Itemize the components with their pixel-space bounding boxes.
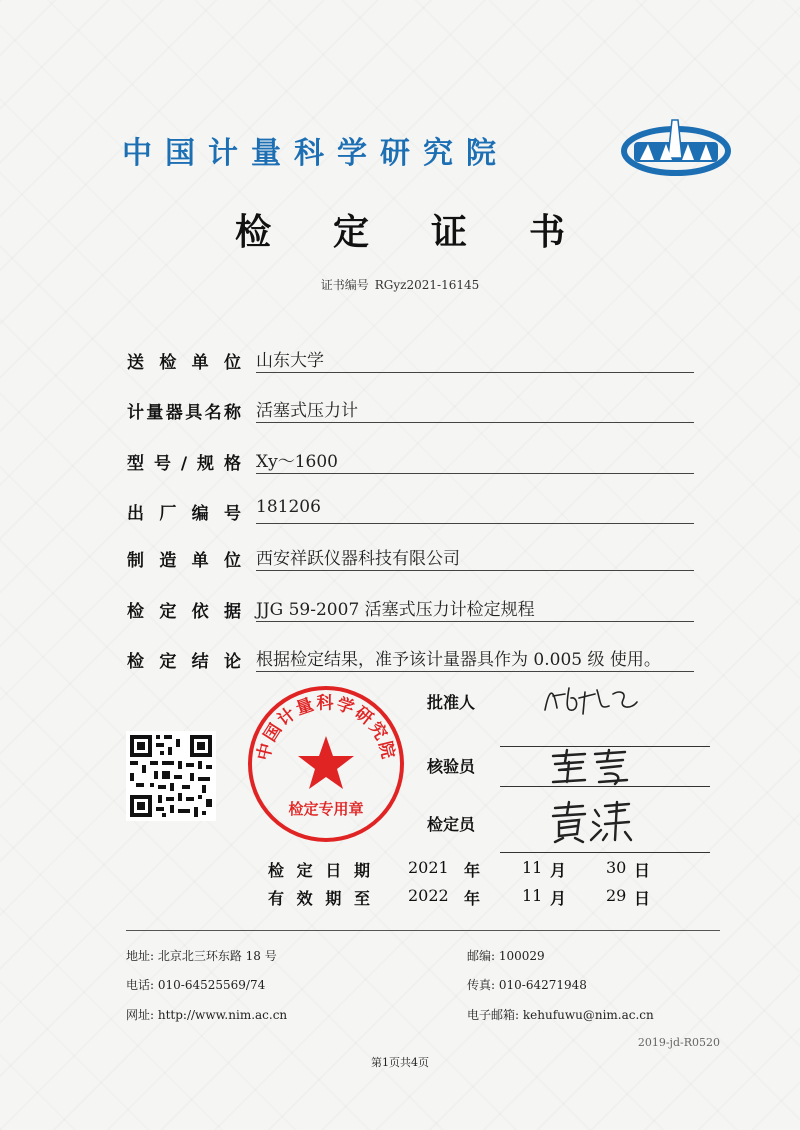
handwritten-signature-icon	[545, 746, 635, 788]
issue-year: 2021	[408, 858, 449, 877]
institute-name: 中国计量科学研究院	[122, 136, 509, 171]
field-label: 检定结论	[127, 652, 241, 672]
field-value: Xy～1600	[256, 447, 694, 474]
field-label: 送检单位	[127, 353, 241, 373]
field-label: 检定依据	[127, 602, 241, 622]
valid-date-label: 有效期至	[268, 889, 370, 908]
month-unit: 月	[550, 889, 567, 908]
valid-day: 29	[606, 886, 627, 905]
signature-line	[500, 786, 710, 787]
footer-phone: 电话: 010-64525569/74	[126, 978, 266, 992]
footer-divider	[126, 930, 720, 931]
day-unit: 日	[634, 861, 651, 880]
field-row-conclusion	[127, 643, 694, 673]
field-label: 计量器具名称	[127, 403, 241, 423]
field-value: 181206	[256, 497, 694, 524]
signature-line	[500, 852, 710, 853]
valid-month: 11	[522, 886, 543, 905]
year-unit: 年	[464, 861, 481, 880]
field-value: 山东大学	[256, 346, 694, 373]
field-value: 根据检定结果，准予该计量器具作为 0.005 级 使用。	[256, 645, 694, 672]
year-unit: 年	[464, 889, 481, 908]
field-row-client	[127, 344, 694, 374]
issue-month: 11	[522, 858, 543, 877]
field-row-serial	[127, 495, 694, 525]
footer-website[interactable]: 网址: http://www.nim.ac.cn	[126, 1008, 288, 1022]
form-code: 2019-jd-R0520	[637, 1036, 720, 1049]
handwritten-signature-icon	[545, 800, 635, 844]
footer-postcode: 邮编: 100029	[467, 949, 545, 963]
signature-label: 检定员	[427, 815, 476, 834]
official-seal-icon	[246, 684, 406, 844]
field-value: 西安祥跃仪器科技有限公司	[256, 544, 694, 571]
field-value: 活塞式压力计	[256, 396, 694, 423]
nim-logo-icon	[620, 118, 732, 176]
certificate-number	[0, 276, 800, 293]
field-row-basis	[127, 593, 694, 623]
page-number: 第1页共4页	[371, 1056, 429, 1069]
footer-fax: 传真: 010-64271948	[467, 978, 587, 992]
day-unit: 日	[634, 889, 651, 908]
valid-year: 2022	[408, 886, 449, 905]
issue-day: 30	[606, 858, 627, 877]
field-row-manufacturer	[127, 542, 694, 572]
handwritten-signature-icon	[539, 680, 649, 720]
field-label: 出厂编号	[127, 504, 241, 524]
svg-text:检定专用章: 检定专用章	[288, 800, 364, 818]
field-row-model	[127, 445, 694, 475]
field-label: 制造单位	[127, 551, 241, 571]
field-label: 型号/规格	[127, 454, 241, 474]
qr-code-icon[interactable]	[126, 731, 216, 821]
certificate-title: 检定证书	[234, 212, 627, 253]
footer-address: 地址: 北京北三环东路 18 号	[126, 949, 277, 963]
cert-no-label: 证书编号	[320, 278, 369, 292]
issue-date-label: 检定日期	[268, 861, 370, 880]
signature-label: 核验员	[427, 757, 476, 776]
svg-text:中国计量科学研究院: 中国计量科学研究院	[253, 693, 399, 763]
cert-no-value: RGyz2021-16145	[374, 278, 480, 292]
signature-label: 批准人	[427, 693, 476, 712]
footer-email[interactable]: 电子邮箱: kehufuwu@nim.ac.cn	[467, 1008, 654, 1022]
field-row-instrument	[127, 394, 694, 424]
month-unit: 月	[550, 861, 567, 880]
field-value: JJG 59-2007 活塞式压力计检定规程	[256, 595, 694, 622]
